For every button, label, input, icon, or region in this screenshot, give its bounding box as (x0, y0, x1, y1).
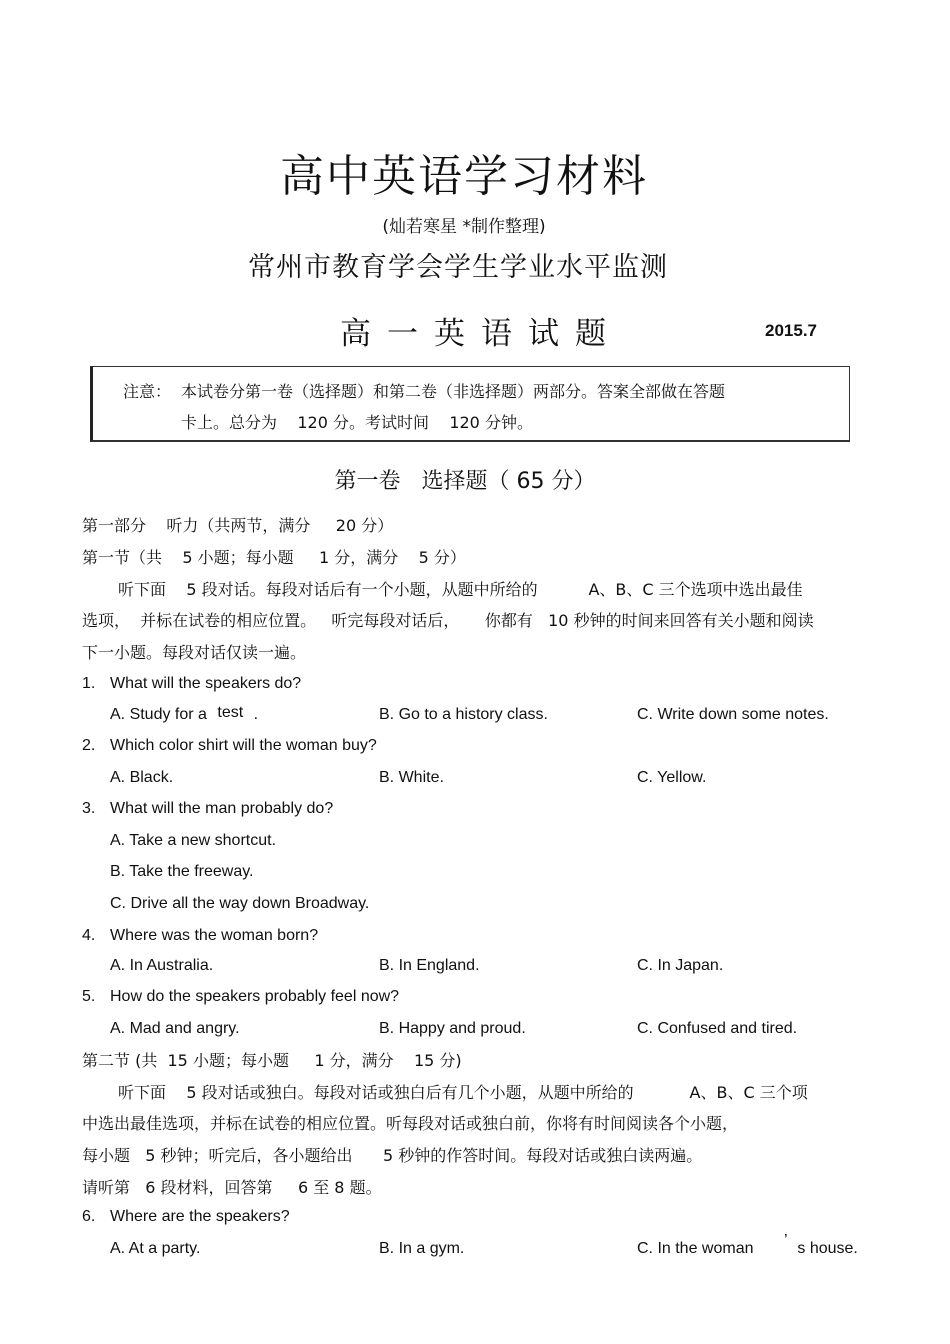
section1-heading: 第一节（共 5 小题；每小题 1 分，满分 5 分） (82, 548, 466, 567)
question-number: 3. (82, 800, 96, 817)
option-a-text: A. Study for a (110, 706, 207, 723)
instruction-line: 下一小题。每段对话仅读一遍。 (82, 643, 307, 662)
instruction-line: 中选出最佳选项，并标在试卷的相应位置。听每段对话或独白前，你将有时间阅读各个小题， (82, 1114, 739, 1133)
part1-heading: 第一部分 听力（共两节，满分 20 分） (82, 516, 394, 535)
organization-title: 常州市教育学会学生学业水平监测 (248, 252, 668, 283)
notice-label: 注意： (123, 382, 172, 401)
notice-line-2: 卡上。总分为 120 分。考试时间 120 分钟。 (181, 413, 533, 432)
option-c: C. Confused and tired. (637, 1020, 798, 1037)
option-c-end: s house. (797, 1240, 858, 1257)
option-a (110, 706, 258, 724)
option-a: A. Mad and angry. (110, 1020, 240, 1037)
instruction-line: 每小题 5 秒钟；听完后，各小题给出 5 秒钟的作答时间。每段对话或独白读两遍。 (82, 1146, 703, 1165)
question-text: Which color shirt will the woman buy? (110, 737, 377, 754)
option-a: A. Take a new shortcut. (110, 832, 277, 849)
instruction-line: 听下面 5 段对话或独白。每段对话或独白后有几个小题，从题中所给的 A、B、C 三个项 (118, 1083, 808, 1102)
option-b: B. In a gym. (379, 1240, 465, 1257)
question-text: What will the speakers do? (110, 675, 302, 692)
question-number: 2. (82, 737, 96, 754)
question-text: Where are the speakers? (110, 1208, 290, 1225)
section2-heading: 第二节 (共 15 小题；每小题 1 分，满分 15 分) (82, 1051, 462, 1070)
option-c (637, 1232, 858, 1258)
option-b: B. Go to a history class. (379, 706, 548, 723)
section-title: 第一卷 选择题（ 65 分） (334, 469, 596, 494)
question-number: 5. (82, 988, 96, 1005)
option-c: C. Write down some notes. (637, 706, 829, 723)
option-c: C. In Japan. (637, 957, 724, 974)
main-title: 高中英语学习材料 (280, 151, 648, 202)
option-a: A. At a party. (110, 1240, 201, 1257)
instruction-line: 请听第 6 段材料，回答第 6 至 8 题。 (82, 1178, 382, 1197)
option-c: C. Drive all the way down Broadway. (110, 895, 370, 912)
option-a: A. In Australia. (110, 957, 214, 974)
question-number: 4. (82, 927, 96, 944)
subtitle: (灿若寒星 *制作整理) (382, 217, 546, 237)
option-b: B. Happy and proud. (379, 1020, 526, 1037)
notice-line-1: 本试卷分第一卷（选择题）和第二卷（非选择题）两部分。答案全部做在答题 (181, 382, 726, 401)
option-b: B. In England. (379, 957, 480, 974)
option-c-text: C. In the woman (637, 1240, 754, 1257)
question-text: Where was the woman born? (110, 927, 319, 944)
option-c: C. Yellow. (637, 769, 707, 786)
option-a: A. Black. (110, 769, 174, 786)
question-text: What will the man probably do? (110, 800, 334, 817)
option-a-word: test (217, 704, 244, 721)
question-number: 6. (82, 1208, 96, 1225)
notice-box (90, 366, 850, 442)
instruction-line: 听下面 5 段对话。每段对话后有一个小题，从题中所给的 A、B、C 三个选项中选出最佳 (118, 580, 803, 599)
option-b: B. White. (379, 769, 444, 786)
option-b: B. Take the freeway. (110, 863, 254, 880)
instruction-line: 选项， 并标在试卷的相应位置。 听完每段对话后， 你都有 10 秒钟的时间来回答有关小题和阅读 (82, 611, 814, 630)
question-text: How do the speakers probably feel now? (110, 988, 400, 1005)
exam-date: 2015.7 (765, 321, 817, 340)
option-c-apostrophe: ’ (783, 1232, 787, 1249)
option-a-end: . (253, 706, 259, 723)
exam-title: 高一英语试题 (340, 316, 622, 352)
question-number: 1. (82, 675, 96, 692)
